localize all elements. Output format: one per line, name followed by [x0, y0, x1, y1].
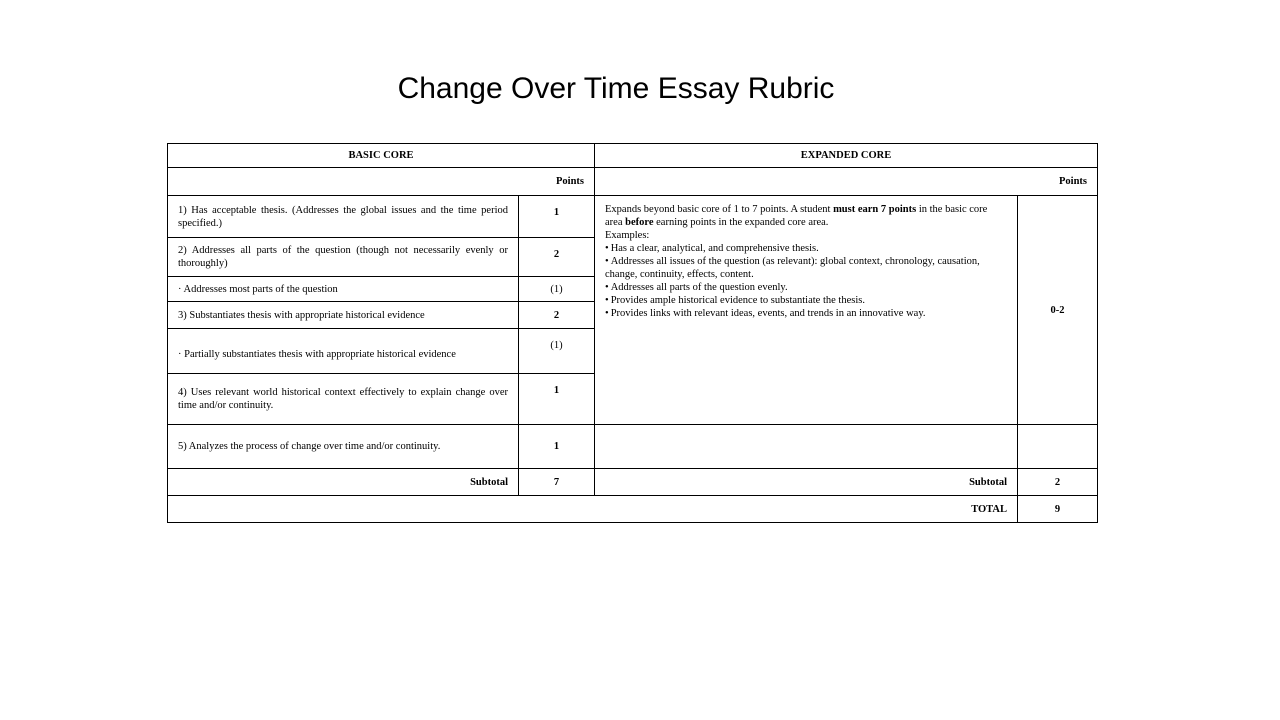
list-item: • Addresses all issues of the question (as relevant): global context, chronology, causation, change, continuity, effects, content.	[605, 255, 1007, 281]
header-row	[168, 144, 1098, 168]
list-item: • Addresses all parts of the question evenly.	[605, 281, 1007, 294]
criterion-points: 1	[519, 374, 595, 425]
page-title: Change Over Time Essay Rubric	[397, 72, 835, 105]
criterion-text: · Addresses most parts of the question	[168, 277, 519, 302]
subtotal-basic-label: Subtotal	[168, 469, 519, 496]
empty-cell	[1018, 425, 1098, 469]
total-label: TOTAL	[168, 496, 1018, 523]
points-header-basic: Points	[168, 168, 595, 196]
criterion-points: (1)	[519, 329, 595, 374]
list-item: • Has a clear, analytical, and comprehensive thesis.	[605, 242, 1007, 255]
examples-label: Examples:	[605, 230, 650, 241]
total-value: 9	[1018, 496, 1098, 523]
expanded-core-points: 0-2	[1018, 196, 1098, 425]
criterion-text: 3) Substantiates thesis with appropriate historical evidence	[168, 302, 519, 329]
subtotal-expanded-value: 2	[1018, 469, 1098, 496]
criterion-points: 2	[519, 302, 595, 329]
points-header-expanded: Points	[595, 168, 1098, 196]
subtotal-basic-value: 7	[519, 469, 595, 496]
criterion-points: (1)	[519, 277, 595, 302]
table-row	[168, 196, 1098, 238]
criterion-text: 4) Uses relevant world historical context effectively to explain change over time and/or continuity.	[168, 374, 519, 425]
empty-cell	[595, 425, 1018, 469]
total-row	[168, 496, 1098, 523]
expanded-core-header: EXPANDED CORE	[595, 144, 1098, 168]
table-row	[168, 425, 1098, 469]
rubric-table	[167, 143, 1098, 523]
basic-core-header: BASIC CORE	[168, 144, 595, 168]
criterion-points: 1	[519, 196, 595, 238]
criterion-points: 1	[519, 425, 595, 469]
subtotal-expanded-label: Subtotal	[595, 469, 1018, 496]
expanded-core-description	[595, 196, 1018, 425]
subtotal-row	[168, 469, 1098, 496]
criterion-text: 2) Addresses all parts of the question (though not necessarily evenly or thoroughly)	[168, 238, 519, 277]
expanded-examples-list	[605, 242, 1007, 320]
expanded-intro: Expands beyond basic core of 1 to 7 points. A student must earn 7 points in the basic core area before earning points in the expanded core area.	[605, 204, 988, 228]
criterion-text: · Partially substantiates thesis with appropriate historical evidence	[168, 329, 519, 374]
criterion-text: 5) Analyzes the process of change over time and/or continuity.	[168, 425, 519, 469]
list-item: • Provides links with relevant ideas, events, and trends in an innovative way.	[605, 307, 1007, 320]
criterion-text: 1) Has acceptable thesis. (Addresses the global issues and the time period specified.)	[168, 196, 519, 238]
criterion-points: 2	[519, 238, 595, 277]
list-item: • Provides ample historical evidence to substantiate the thesis.	[605, 294, 1007, 307]
points-header-row	[168, 168, 1098, 196]
